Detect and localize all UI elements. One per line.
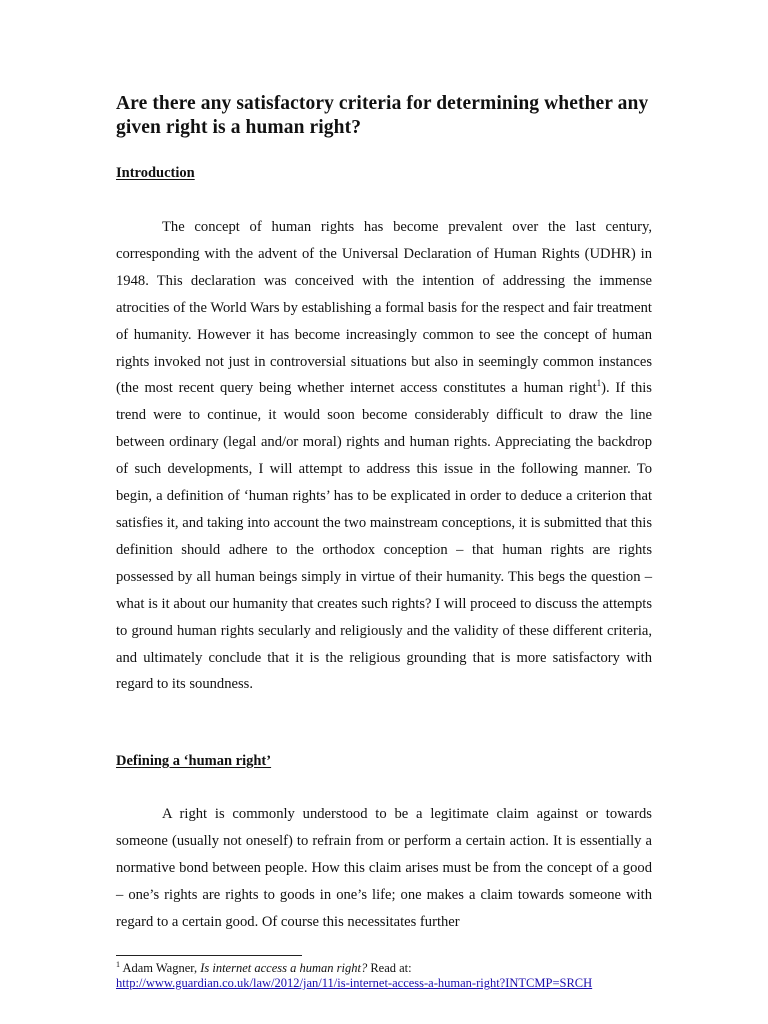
footnote-reference[interactable]: 1 — [596, 378, 602, 389]
footnote-read-at: Read at: — [367, 961, 412, 975]
paragraph-defining-human-right: A right is commonly understood to be a legitimate claim against or towards someone (usually not oneself) to refrain from or perform a certain action. It is essentially a normative bond between people. How this claim arises must be from the concept of a good – one’s rights are rights to goods in one’s life; one makes a claim towards someone with regard to a certain good. Of course this necessitates further — [116, 806, 652, 930]
footnote — [116, 961, 676, 991]
footnote-author: Adam Wagner, — [122, 961, 201, 975]
paragraph-text: ). If this trend were to continue, it would soon become considerably difficult to draw the line between ordinary (legal and/or moral) rights and human rights. Appreciating the backdrop of such developments, I will attempt to address this issue in the following manner. To begin, a definition of ‘human rights’ has to be explicated in order to deduce a criterion that satisfies it, and taking into account the two mainstream conceptions, it is submitted that this definition should adhere to the orthodox conception – that human rights are rights possessed by all human beings simply in virtue of their humanity. This begs the question – what is it about our humanity that creates such rights? I will proceed to discuss the attempts to ground human rights secularly and religiously and the validity of these different criteria, and ultimately conclude that it is the religious grounding that is more satisfactory with regard to its soundness. — [116, 380, 652, 693]
footnote-divider — [116, 955, 302, 956]
footnote-number: 1 — [116, 959, 120, 969]
paragraph-introduction — [116, 214, 652, 698]
footnote-link[interactable]: http://www.guardian.co.uk/law/2012/jan/11/is-internet-access-a-human-right?INTCMP=SRCH — [116, 976, 593, 990]
section-heading-introduction: Introduction — [116, 165, 195, 181]
paragraph-text: The concept of human rights has become prevalent over the last century, corresponding with the advent of the Universal Declaration of Human Rights (UDHR) in 1948. This declaration was conceived with the intention of addressing the immense atrocities of the World Wars by establishing a formal basis for the respect and fair treatment of humanity. However it has become increasingly common to see the concept of human rights invoked not just in controversial situations but also in seemingly common instances (the most recent query being whether internet access constitutes a human right — [116, 219, 652, 397]
document-title: Are there any satisfactory criteria for determining whether any given right is a human right? — [116, 93, 649, 138]
footnote-title: Is internet access a human right? — [200, 961, 368, 975]
section-heading-defining-human-right: Defining a ‘human right’ — [116, 753, 272, 769]
